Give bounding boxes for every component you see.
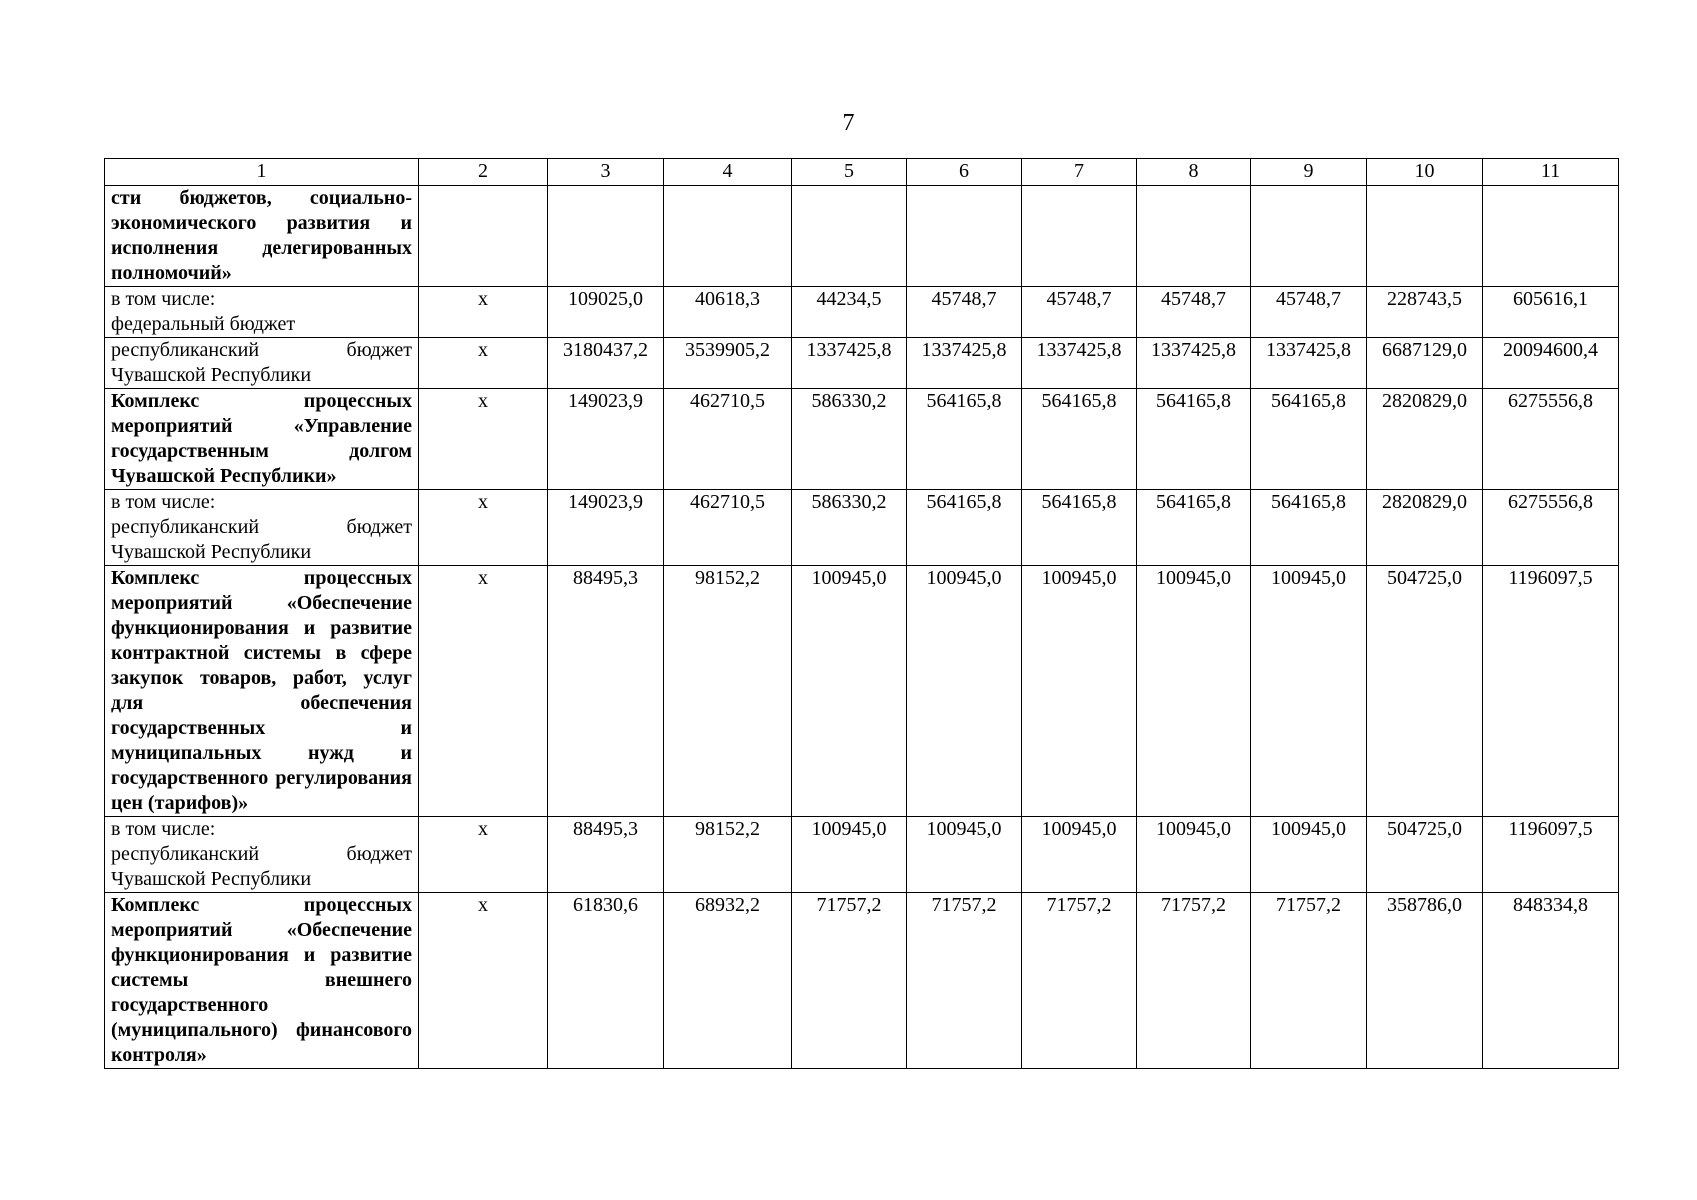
column-header: 5 (792, 159, 907, 186)
value-cell: 564165,8 (1251, 389, 1367, 490)
value-cell: 45748,7 (1022, 287, 1137, 338)
row-prefix: в том числе: (111, 818, 216, 840)
column-header: 8 (1137, 159, 1251, 186)
table-row (105, 186, 1619, 287)
value-cell: 45748,7 (1137, 287, 1251, 338)
value-cell: 564165,8 (907, 490, 1022, 566)
value-cell: 45748,7 (1251, 287, 1367, 338)
row-prefix: в том числе: (111, 491, 216, 513)
column-header: 1 (105, 159, 419, 186)
column-header: 11 (1483, 159, 1619, 186)
row-name-cell (105, 893, 419, 1069)
value-cell: 586330,2 (792, 490, 907, 566)
value-cell: 100945,0 (792, 817, 907, 893)
value-cell: 3539905,2 (664, 338, 792, 389)
row-name-cell (105, 389, 419, 490)
row-name-cell (105, 338, 419, 389)
value-cell: 605616,1 (1483, 287, 1619, 338)
row-name-cell (105, 490, 419, 566)
value-cell: 6275556,8 (1483, 490, 1619, 566)
value-cell: 100945,0 (1251, 817, 1367, 893)
value-cell: 20094600,4 (1483, 338, 1619, 389)
value-cell: 848334,8 (1483, 893, 1619, 1069)
row-name: Комплекс процессных мероприятий «Обеспечение функционирования и развитие системы внешнего государственного (муниципального) финансового контроля» (111, 894, 412, 1066)
value-cell: 71757,2 (792, 893, 907, 1069)
row-name: сти бюджетов, социально-экономического развития и исполнения делегированных полномочий» (111, 187, 412, 284)
value-cell (1137, 186, 1251, 287)
table-row (105, 817, 1619, 893)
value-cell: 109025,0 (548, 287, 664, 338)
table-row (105, 338, 1619, 389)
value-cell (419, 186, 548, 287)
value-cell: 3180437,2 (548, 338, 664, 389)
value-cell (1483, 186, 1619, 287)
value-cell (1022, 186, 1137, 287)
row-name: Комплекс процессных мероприятий «Управление государственным долгом Чувашской Республики» (111, 390, 412, 487)
table-row (105, 287, 1619, 338)
value-cell: 100945,0 (1251, 566, 1367, 817)
value-cell: 88495,3 (548, 817, 664, 893)
value-cell: 1337425,8 (792, 338, 907, 389)
value-cell: 1196097,5 (1483, 566, 1619, 817)
value-cell: 1337425,8 (1137, 338, 1251, 389)
column-header: 4 (664, 159, 792, 186)
value-cell: х (419, 566, 548, 817)
value-cell: 44234,5 (792, 287, 907, 338)
row-name: республиканский бюджет Чувашской Республики (111, 516, 412, 563)
value-cell: 100945,0 (1137, 817, 1251, 893)
value-cell: 71757,2 (1137, 893, 1251, 1069)
value-cell (907, 186, 1022, 287)
value-cell: 88495,3 (548, 566, 664, 817)
value-cell: 45748,7 (907, 287, 1022, 338)
value-cell: 71757,2 (1251, 893, 1367, 1069)
value-cell: 98152,2 (664, 566, 792, 817)
value-cell: 61830,6 (548, 893, 664, 1069)
value-cell: 100945,0 (907, 566, 1022, 817)
value-cell: 462710,5 (664, 490, 792, 566)
value-cell (792, 186, 907, 287)
value-cell (1251, 186, 1367, 287)
value-cell: 149023,9 (548, 389, 664, 490)
table-row (105, 893, 1619, 1069)
value-cell: 98152,2 (664, 817, 792, 893)
value-cell: 504725,0 (1367, 566, 1483, 817)
value-cell: 1337425,8 (1251, 338, 1367, 389)
value-cell: 100945,0 (1137, 566, 1251, 817)
value-cell: 6687129,0 (1367, 338, 1483, 389)
value-cell: 564165,8 (1251, 490, 1367, 566)
value-cell: х (419, 287, 548, 338)
column-header: 7 (1022, 159, 1137, 186)
column-header: 2 (419, 159, 548, 186)
value-cell: 100945,0 (1022, 566, 1137, 817)
value-cell: 504725,0 (1367, 817, 1483, 893)
table-row (105, 389, 1619, 490)
row-name-cell (105, 186, 419, 287)
value-cell: 462710,5 (664, 389, 792, 490)
value-cell: 564165,8 (1137, 389, 1251, 490)
row-name: Комплекс процессных мероприятий «Обеспечение функционирования и развитие контрактной системы в сфере закупок товаров, работ, услуг для обеспечения государственных и муниципальных нужд и государственного регулирования цен (тарифов)» (111, 567, 412, 814)
value-cell: 228743,5 (1367, 287, 1483, 338)
value-cell: 71757,2 (907, 893, 1022, 1069)
value-cell: х (419, 389, 548, 490)
row-name: республиканский бюджет Чувашской Республики (111, 843, 412, 890)
budget-table (104, 158, 1619, 1069)
column-header: 9 (1251, 159, 1367, 186)
value-cell: 2820829,0 (1367, 389, 1483, 490)
row-prefix: в том числе: (111, 288, 216, 310)
value-cell: х (419, 490, 548, 566)
value-cell: 68932,2 (664, 893, 792, 1069)
value-cell: 1337425,8 (907, 338, 1022, 389)
table-row (105, 490, 1619, 566)
value-cell: 564165,8 (1022, 389, 1137, 490)
column-header: 10 (1367, 159, 1483, 186)
value-cell: 2820829,0 (1367, 490, 1483, 566)
column-number-row (105, 159, 1619, 186)
table-body (105, 186, 1619, 1069)
row-name-cell (105, 817, 419, 893)
value-cell (548, 186, 664, 287)
value-cell: 100945,0 (792, 566, 907, 817)
value-cell: 564165,8 (1137, 490, 1251, 566)
value-cell: 100945,0 (907, 817, 1022, 893)
row-name: федеральный бюджет (111, 313, 296, 335)
value-cell: х (419, 817, 548, 893)
value-cell: 100945,0 (1022, 817, 1137, 893)
value-cell: 586330,2 (792, 389, 907, 490)
value-cell: х (419, 338, 548, 389)
value-cell: 358786,0 (1367, 893, 1483, 1069)
column-header: 6 (907, 159, 1022, 186)
value-cell: 564165,8 (907, 389, 1022, 490)
value-cell: х (419, 893, 548, 1069)
value-cell: 564165,8 (1022, 490, 1137, 566)
value-cell: 40618,3 (664, 287, 792, 338)
value-cell: 1337425,8 (1022, 338, 1137, 389)
value-cell (1367, 186, 1483, 287)
row-name-cell (105, 566, 419, 817)
column-header: 3 (548, 159, 664, 186)
row-name: республиканский бюджет Чувашской Республики (111, 339, 412, 386)
page-number: 7 (842, 110, 855, 136)
value-cell: 1196097,5 (1483, 817, 1619, 893)
table-row (105, 566, 1619, 817)
value-cell: 6275556,8 (1483, 389, 1619, 490)
value-cell (664, 186, 792, 287)
value-cell: 71757,2 (1022, 893, 1137, 1069)
value-cell: 149023,9 (548, 490, 664, 566)
row-name-cell (105, 287, 419, 338)
